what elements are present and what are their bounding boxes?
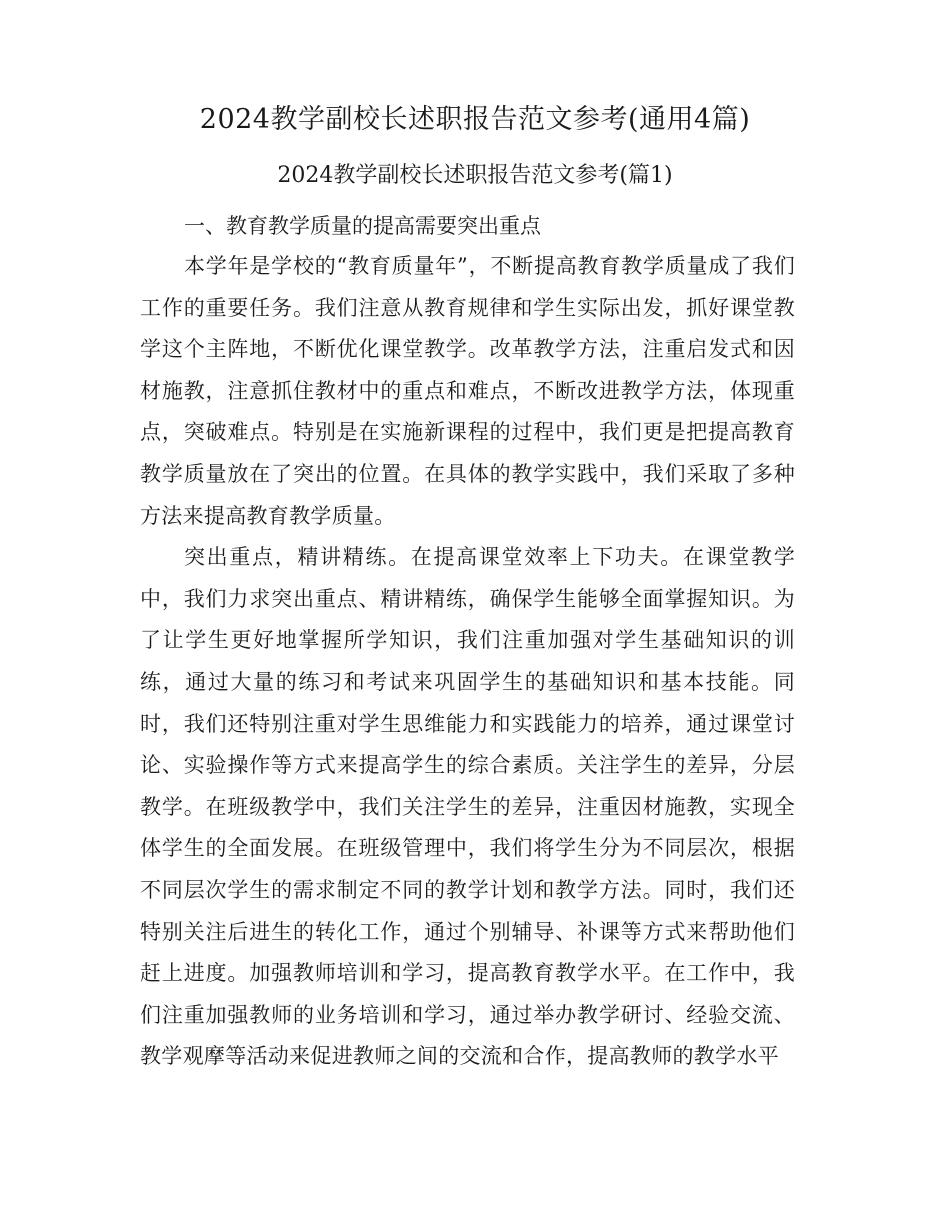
document-title: 2024教学副校长述职报告范文参考(通用4篇) — [199, 104, 751, 135]
document-body — [140, 206, 795, 1078]
body-paragraph: 突出重点，精讲精练。在提高课堂效率上下功夫。在课堂教学中，我们力求突出重点、精讲精练，确保学生能够全面掌握知识。为了让学生更好地掌握所学知识，我们注重加强对学生基础知识的训练，通过大量的练习和考试来巩固学生的基础知识和基本技能。同时，我们还特别注重对学生思维能力和实践能力的培养，通过课堂讨论、实验操作等方式来提高学生的综合素质。关注学生的差异，分层教学。在班级教学中，我们关注学生的差异，注重因材施教，实现全体学生的全面发展。在班级管理中，我们将学生分为不同层次，根据不同层次学生的需求制定不同的教学计划和教学方法。同时，我们还特别关注后进生的转化工作，通过个别辅导、补课等方式来帮助他们赶上进度。加强教师培训和学习，提高教育教学水平。在工作中，我们注重加强教师的业务培训和学习，通过举办教学研讨、经验交流、教学观摩等活动来促进教师之间的交流和合作，提高教师的教学水平 — [140, 545, 795, 1069]
section-title: 2024教学副校长述职报告范文参考(篇1) — [277, 163, 673, 188]
body-paragraph: 本学年是学校的“教育质量年”，不断提高教育教学质量成了我们工作的重要任务。我们注意从教育规律和学生实际出发，抓好课堂教学这个主阵地，不断优化课堂教学。改革教学方法，注重启发式和因材施教，注意抓住教材中的重点和难点，不断改进教学方法，体现重点，突破难点。特别是在实施新课程的过程中，我们更是把提高教育教学质量放在了突出的位置。在具体的教学实践中，我们采取了多种方法来提高教育教学质量。 — [140, 254, 795, 528]
section-heading: 一、教育教学质量的提高需要突出重点 — [184, 214, 541, 238]
